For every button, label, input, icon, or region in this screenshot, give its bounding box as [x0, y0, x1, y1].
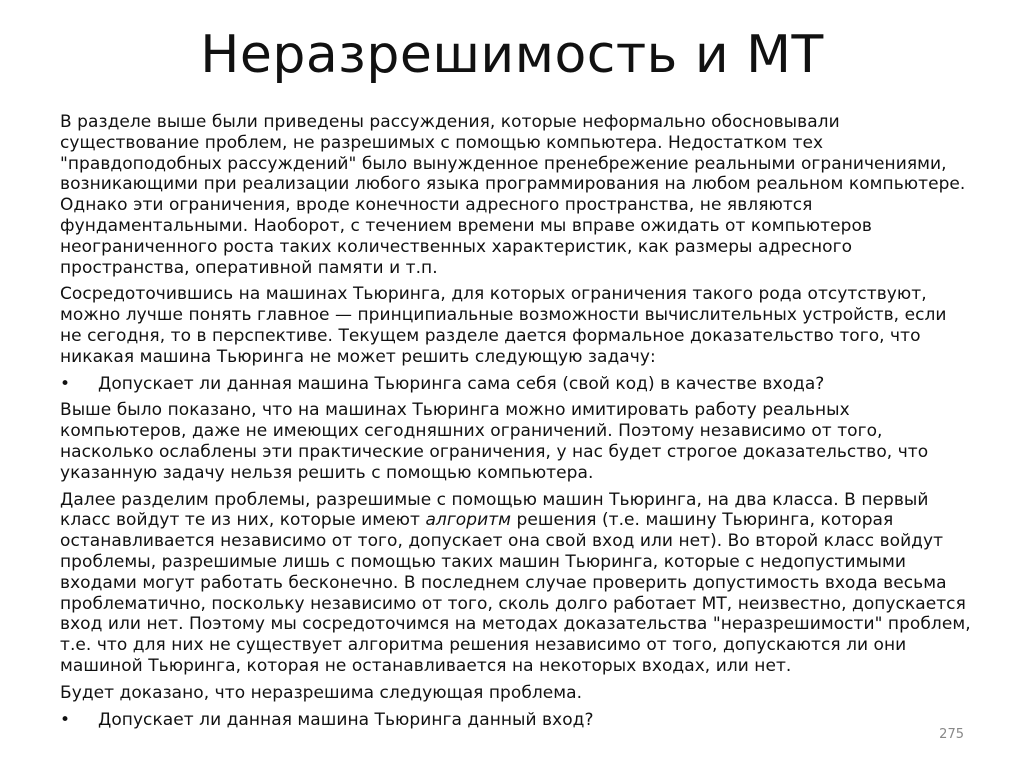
paragraph-classes-start: Далее разделим проблемы, разрешимые с помощью машин Тьюринга, на два класса. В первый класс войдут те из них, которые имеют [60, 489, 929, 531]
page-number: 275 [939, 727, 964, 742]
paragraph-classes-end: решения (т.е. машину Тьюринга, которая останавливается независимо от того, допускает она свой вход или нет). Во второй класс войдут проблемы, разрешимые лишь с помощью таких машин Тьюринга, которые с недопустимыми входами могут работать бесконечно. В последнем случае проверить допустимость входа весьма проблематично, поскольку независимо от того, сколь долго работает МТ, неизвестно, допускается вход или нет. Поэтому мы сосредоточимся на методах доказательства "неразрешимости" проблем, т.е. что для них не существует алгоритма решения независимо от того, допускаются ли они машиной Тьюринга, которая не останавливается на некоторых входах, или нет. [60, 510, 971, 676]
paragraph-intro: В разделе выше были приведены рассуждения, которые неформально обосновывали существование проблем, не разрешимых с помощью компьютера. Недостатком тех "правдоподобных рассуждений" было вынужденное пренебрежение реальными ограничениями, возникающими при реализации любого языка программирования на любом реальном компьютере. Однако эти ограничения, вроде конечности адресного пространства, не являются фундаментальными. Наоборот, с течением времени мы вправе ожидать от компьютеров неограниченного роста таких количественных характеристик, как размеры адресного пространства, оперативной памяти и т.п. [60, 112, 966, 278]
slide-body [60, 112, 972, 736]
slide-title: Неразрешимость и МТ [200, 25, 824, 85]
bullet-text: Допускает ли данная машина Тьюринга данный вход? [98, 709, 594, 730]
paragraph-turing-focus: Сосредоточившись на машинах Тьюринга, для которых ограничения такого рода отсутствуют, можно лучше понять главное — принципиальные возможности вычислительных устройств, если не сегодня, то в перспективе. Текущем разделе дается формальное доказательство того, что никакая машина Тьюринга не может решить следующую задачу: [60, 284, 947, 367]
bullet-marker: • [60, 373, 71, 394]
bullet-input-acceptance [60, 710, 972, 731]
bullet-text: Допускает ли данная машина Тьюринга сама себя (свой код) в качестве входа? [98, 373, 825, 394]
paragraph-classes [60, 490, 972, 677]
paragraph-conclusion: Будет доказано, что неразрешима следующая проблема. [60, 682, 583, 703]
algorithm-term: алгоритм [425, 510, 512, 531]
paragraph-simulation: Выше было показано, что на машинах Тьюринга можно имитировать работу реальных компьютеров, даже не имеющих сегодняшних ограничений. Поэтому независимо от того, насколько ослаблены эти практические ограничения, у нас будет строгое доказательство, что указанную задачу нельзя решить с помощью компьютера. [60, 400, 929, 483]
bullet-self-acceptance [60, 374, 972, 395]
bullet-marker: • [60, 709, 71, 730]
